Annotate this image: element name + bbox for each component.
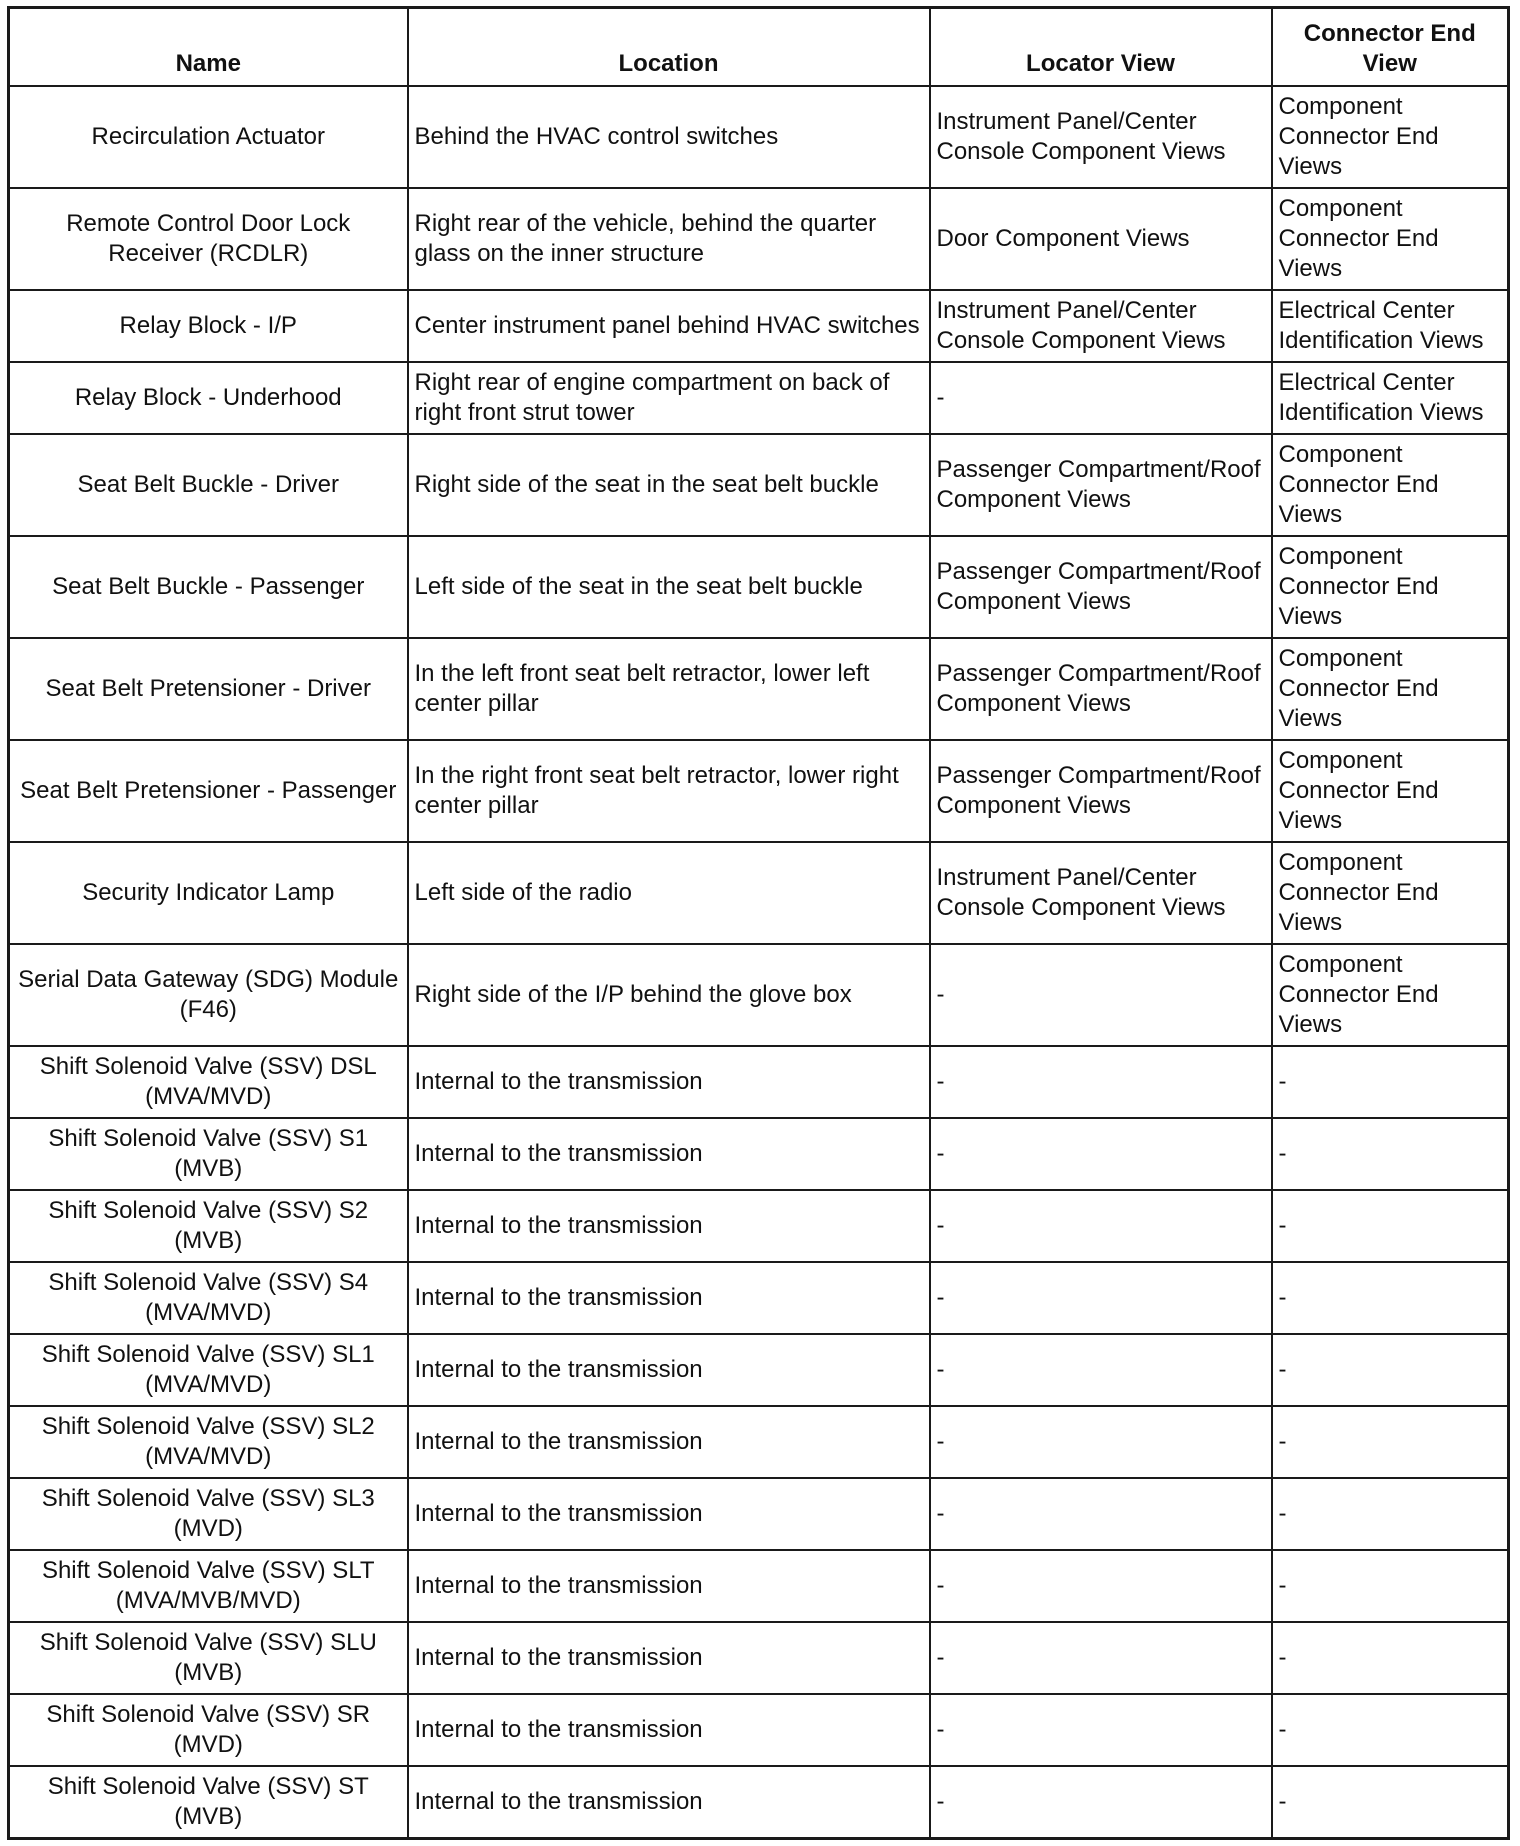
header-location: Location bbox=[408, 8, 930, 87]
table-row bbox=[9, 434, 1509, 536]
cell-connector-end-view: - bbox=[1272, 1550, 1509, 1622]
cell-connector-end-view: Component Connector End Views bbox=[1272, 638, 1509, 740]
cell-connector-end-view: - bbox=[1272, 1046, 1509, 1118]
cell-location: Left side of the radio bbox=[408, 842, 930, 944]
table-row bbox=[9, 1334, 1509, 1406]
cell-location: Internal to the transmission bbox=[408, 1262, 930, 1334]
cell-location: In the right front seat belt retractor, lower right center pillar bbox=[408, 740, 930, 842]
cell-locator-view: - bbox=[930, 1334, 1272, 1406]
table-row bbox=[9, 1046, 1509, 1118]
cell-locator-view: - bbox=[930, 1190, 1272, 1262]
cell-connector-end-view: Component Connector End Views bbox=[1272, 188, 1509, 290]
cell-location: Internal to the transmission bbox=[408, 1118, 930, 1190]
cell-connector-end-view: - bbox=[1272, 1262, 1509, 1334]
cell-locator-view: Instrument Panel/Center Console Component Views bbox=[930, 842, 1272, 944]
cell-name: Shift Solenoid Valve (SSV) SL1 (MVA/MVD) bbox=[9, 1334, 408, 1406]
cell-locator-view: - bbox=[930, 1694, 1272, 1766]
cell-name: Shift Solenoid Valve (SSV) ST (MVB) bbox=[9, 1766, 408, 1839]
cell-locator-view: Passenger Compartment/Roof Component Views bbox=[930, 638, 1272, 740]
cell-locator-view: - bbox=[930, 1622, 1272, 1694]
cell-name: Shift Solenoid Valve (SSV) S2 (MVB) bbox=[9, 1190, 408, 1262]
cell-locator-view: Instrument Panel/Center Console Component Views bbox=[930, 86, 1272, 188]
cell-name: Shift Solenoid Valve (SSV) SLU (MVB) bbox=[9, 1622, 408, 1694]
cell-connector-end-view: - bbox=[1272, 1622, 1509, 1694]
table-row bbox=[9, 1406, 1509, 1478]
cell-connector-end-view: Component Connector End Views bbox=[1272, 86, 1509, 188]
table-row bbox=[9, 842, 1509, 944]
table-row bbox=[9, 1478, 1509, 1550]
cell-name: Shift Solenoid Valve (SSV) SL2 (MVA/MVD) bbox=[9, 1406, 408, 1478]
cell-location: Internal to the transmission bbox=[408, 1478, 930, 1550]
cell-connector-end-view: Component Connector End Views bbox=[1272, 944, 1509, 1046]
cell-locator-view: - bbox=[930, 1478, 1272, 1550]
cell-location: Right side of the I/P behind the glove box bbox=[408, 944, 930, 1046]
cell-name: Security Indicator Lamp bbox=[9, 842, 408, 944]
cell-name: Remote Control Door Lock Receiver (RCDLR) bbox=[9, 188, 408, 290]
cell-location: Internal to the transmission bbox=[408, 1046, 930, 1118]
cell-locator-view: - bbox=[930, 1046, 1272, 1118]
table-row bbox=[9, 188, 1509, 290]
cell-connector-end-view: Component Connector End Views bbox=[1272, 434, 1509, 536]
cell-name: Shift Solenoid Valve (SSV) S4 (MVA/MVD) bbox=[9, 1262, 408, 1334]
cell-locator-view: Instrument Panel/Center Console Component Views bbox=[930, 290, 1272, 362]
cell-location: Internal to the transmission bbox=[408, 1406, 930, 1478]
cell-location: Internal to the transmission bbox=[408, 1766, 930, 1839]
table-row bbox=[9, 362, 1509, 434]
cell-name: Shift Solenoid Valve (SSV) S1 (MVB) bbox=[9, 1118, 408, 1190]
cell-name: Seat Belt Pretensioner - Driver bbox=[9, 638, 408, 740]
cell-name: Seat Belt Buckle - Driver bbox=[9, 434, 408, 536]
cell-locator-view: Passenger Compartment/Roof Component Views bbox=[930, 536, 1272, 638]
cell-connector-end-view: - bbox=[1272, 1190, 1509, 1262]
table-row bbox=[9, 536, 1509, 638]
cell-location: Internal to the transmission bbox=[408, 1190, 930, 1262]
table-row bbox=[9, 1262, 1509, 1334]
cell-name: Shift Solenoid Valve (SSV) SL3 (MVD) bbox=[9, 1478, 408, 1550]
cell-connector-end-view: - bbox=[1272, 1118, 1509, 1190]
table-row bbox=[9, 740, 1509, 842]
table-row bbox=[9, 1190, 1509, 1262]
table-row bbox=[9, 1118, 1509, 1190]
cell-connector-end-view: - bbox=[1272, 1334, 1509, 1406]
cell-location: Internal to the transmission bbox=[408, 1694, 930, 1766]
cell-connector-end-view: Component Connector End Views bbox=[1272, 740, 1509, 842]
cell-location: Left side of the seat in the seat belt buckle bbox=[408, 536, 930, 638]
component-location-table bbox=[7, 6, 1510, 1840]
header-name: Name bbox=[9, 8, 408, 87]
cell-name: Shift Solenoid Valve (SSV) DSL (MVA/MVD) bbox=[9, 1046, 408, 1118]
cell-locator-view: - bbox=[930, 1118, 1272, 1190]
cell-location: Center instrument panel behind HVAC switches bbox=[408, 290, 930, 362]
cell-name: Shift Solenoid Valve (SSV) SLT (MVA/MVB/MVD) bbox=[9, 1550, 408, 1622]
cell-connector-end-view: Electrical Center Identification Views bbox=[1272, 362, 1509, 434]
table-row bbox=[9, 944, 1509, 1046]
cell-connector-end-view: Electrical Center Identification Views bbox=[1272, 290, 1509, 362]
cell-location: In the left front seat belt retractor, lower left center pillar bbox=[408, 638, 930, 740]
header-row bbox=[9, 8, 1509, 87]
cell-name: Recirculation Actuator bbox=[9, 86, 408, 188]
table-row bbox=[9, 86, 1509, 188]
header-locator-view: Locator View bbox=[930, 8, 1272, 87]
cell-connector-end-view: Component Connector End Views bbox=[1272, 536, 1509, 638]
cell-location: Right rear of the vehicle, behind the quarter glass on the inner structure bbox=[408, 188, 930, 290]
cell-locator-view: - bbox=[930, 1406, 1272, 1478]
table-row bbox=[9, 1622, 1509, 1694]
cell-locator-view: Passenger Compartment/Roof Component Views bbox=[930, 740, 1272, 842]
cell-locator-view: - bbox=[930, 1262, 1272, 1334]
cell-locator-view: - bbox=[930, 944, 1272, 1046]
table-row bbox=[9, 290, 1509, 362]
cell-location: Right rear of engine compartment on back of right front strut tower bbox=[408, 362, 930, 434]
cell-name: Shift Solenoid Valve (SSV) SR (MVD) bbox=[9, 1694, 408, 1766]
table-row bbox=[9, 638, 1509, 740]
cell-locator-view: - bbox=[930, 362, 1272, 434]
cell-name: Relay Block - Underhood bbox=[9, 362, 408, 434]
cell-locator-view: - bbox=[930, 1550, 1272, 1622]
cell-connector-end-view: - bbox=[1272, 1406, 1509, 1478]
cell-location: Right side of the seat in the seat belt buckle bbox=[408, 434, 930, 536]
cell-connector-end-view: - bbox=[1272, 1766, 1509, 1839]
cell-name: Seat Belt Pretensioner - Passenger bbox=[9, 740, 408, 842]
cell-locator-view: Passenger Compartment/Roof Component Views bbox=[930, 434, 1272, 536]
cell-connector-end-view: - bbox=[1272, 1694, 1509, 1766]
cell-name: Seat Belt Buckle - Passenger bbox=[9, 536, 408, 638]
cell-location: Internal to the transmission bbox=[408, 1622, 930, 1694]
cell-locator-view: - bbox=[930, 1766, 1272, 1839]
header-connector-end-view: Connector End View bbox=[1272, 8, 1509, 87]
cell-name: Serial Data Gateway (SDG) Module (F46) bbox=[9, 944, 408, 1046]
table-row bbox=[9, 1694, 1509, 1766]
cell-location: Behind the HVAC control switches bbox=[408, 86, 930, 188]
cell-name: Relay Block - I/P bbox=[9, 290, 408, 362]
table-row bbox=[9, 1766, 1509, 1839]
cell-location: Internal to the transmission bbox=[408, 1550, 930, 1622]
cell-connector-end-view: Component Connector End Views bbox=[1272, 842, 1509, 944]
cell-location: Internal to the transmission bbox=[408, 1334, 930, 1406]
table-row bbox=[9, 1550, 1509, 1622]
cell-locator-view: Door Component Views bbox=[930, 188, 1272, 290]
cell-connector-end-view: - bbox=[1272, 1478, 1509, 1550]
